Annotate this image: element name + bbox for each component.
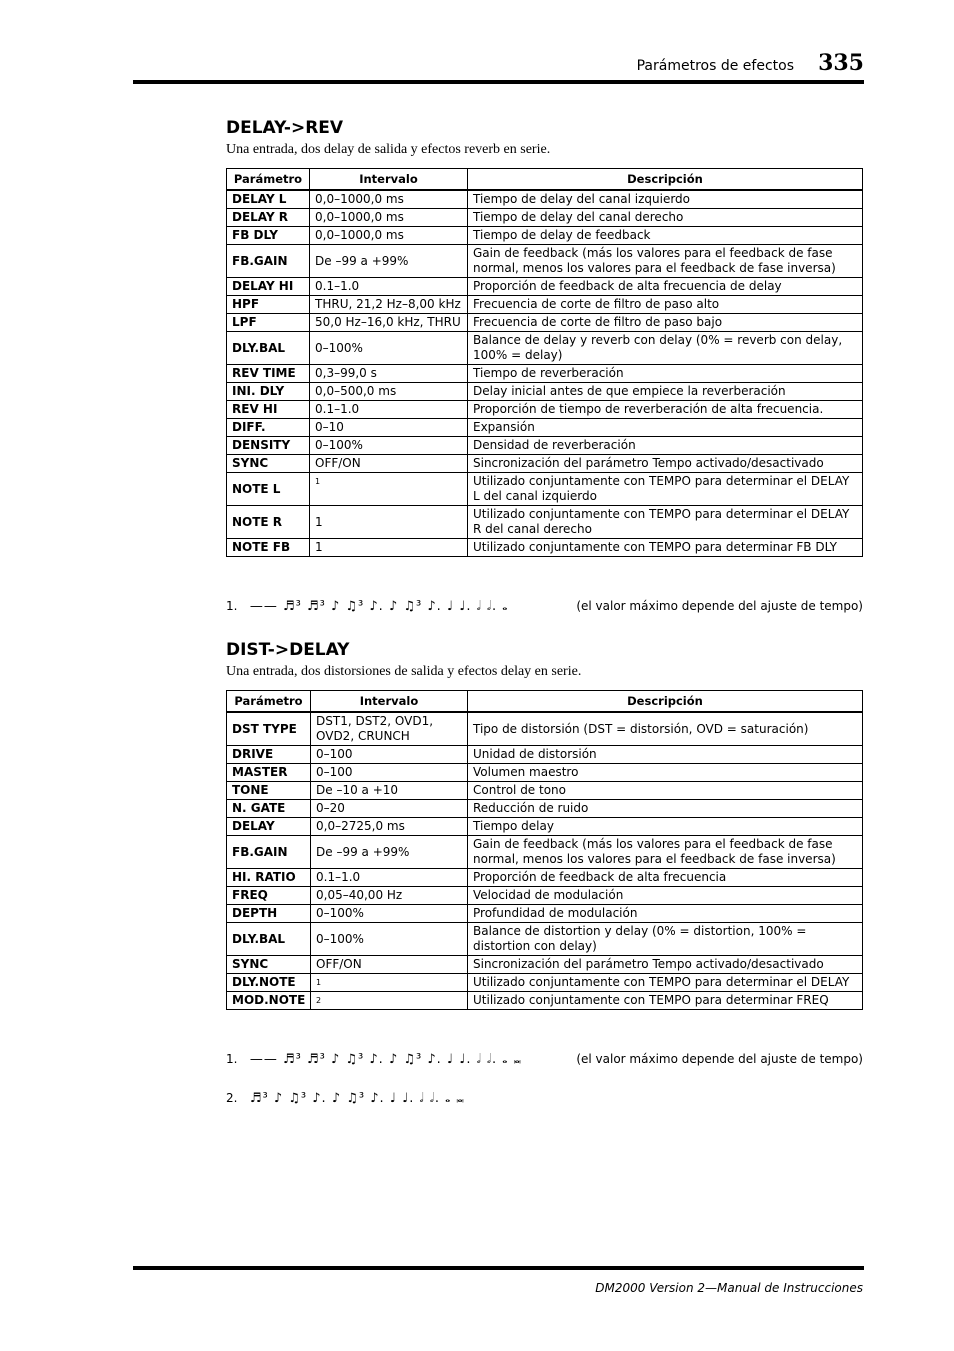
parameter-name: SYNC <box>227 455 310 473</box>
dist-delay-table <box>226 690 863 1010</box>
table-row <box>227 905 863 923</box>
parameter-name: SYNC <box>227 956 311 974</box>
table-row <box>227 869 863 887</box>
parameter-description: Reducción de ruido <box>468 800 863 818</box>
table-row <box>227 712 863 746</box>
parameter-name: DELAY HI <box>227 278 310 296</box>
parameter-name: MOD.NOTE <box>227 992 311 1010</box>
table-row <box>227 818 863 836</box>
parameter-range: 0.1–1.0 <box>311 869 468 887</box>
parameter-description: Utilizado conjuntamente con TEMPO para determinar el DELAY R del canal derecho <box>468 506 863 539</box>
page-number: 335 <box>818 50 864 76</box>
parameter-description: Gain de feedback (más los valores para el feedback de fase normal, menos los valores para el feedback de fase inversa) <box>468 245 863 278</box>
note-values-glyphs: —— ♬³ ♬³ ♪ ♫³ ♪. ♪ ♫³ ♪. ♩ ♩. 𝅗𝅥 𝅗𝅥. 𝅝 𝅜 <box>249 1052 522 1067</box>
parameter-range: 0,05–40,00 Hz <box>311 887 468 905</box>
parameter-name: REV TIME <box>227 365 310 383</box>
table-row <box>227 506 863 539</box>
parameter-description: Utilizado conjuntamente con TEMPO para determinar el DELAY <box>468 974 863 992</box>
parameter-description: Tiempo delay <box>468 818 863 836</box>
table-row <box>227 245 863 278</box>
parameter-range: 0.1–1.0 <box>310 278 468 296</box>
parameter-range: 0,0–1000,0 ms <box>310 209 468 227</box>
parameter-description: Tiempo de reverberación <box>468 365 863 383</box>
parameter-range: 1 <box>310 506 468 539</box>
table-row <box>227 539 863 557</box>
column-header-range: Intervalo <box>310 169 468 191</box>
dist-delay-footnote-2 <box>226 1091 863 1106</box>
parameter-description: Delay inicial antes de que empiece la reverberación <box>468 383 863 401</box>
footnote-reference: 1 <box>316 978 322 987</box>
parameter-name: NOTE R <box>227 506 310 539</box>
parameter-description: Tipo de distorsión (DST = distorsión, OVD = saturación) <box>468 712 863 746</box>
table-row <box>227 764 863 782</box>
table-row <box>227 278 863 296</box>
parameter-range: 0–100 <box>311 764 468 782</box>
parameter-name: DELAY <box>227 818 311 836</box>
table-row <box>227 923 863 956</box>
parameter-name: DENSITY <box>227 437 310 455</box>
footnote-number: 1. <box>226 599 238 613</box>
parameter-description: Tiempo de delay del canal izquierdo <box>468 190 863 209</box>
parameter-name: DST TYPE <box>227 712 311 746</box>
parameter-name: FB.GAIN <box>227 836 311 869</box>
parameter-name: HPF <box>227 296 310 314</box>
table-header-row <box>227 691 863 713</box>
parameter-range: OFF/ON <box>311 956 468 974</box>
table-row <box>227 992 863 1010</box>
table-row <box>227 419 863 437</box>
delay-rev-description: Una entrada, dos delay de salida y efectos reverb en serie. <box>226 142 551 157</box>
dist-delay-description: Una entrada, dos distorsiones de salida y efectos delay en serie. <box>226 664 582 679</box>
table-row <box>227 455 863 473</box>
parameter-name: DRIVE <box>227 746 311 764</box>
page-header <box>133 50 864 80</box>
parameter-name: MASTER <box>227 764 311 782</box>
parameter-name: DELAY R <box>227 209 310 227</box>
table-row <box>227 800 863 818</box>
parameter-range <box>311 974 468 992</box>
parameter-name: DELAY L <box>227 190 310 209</box>
parameter-range: 0–100% <box>310 437 468 455</box>
parameter-description: Utilizado conjuntamente con TEMPO para determinar FB DLY <box>468 539 863 557</box>
table-row <box>227 296 863 314</box>
parameter-name: DLY.BAL <box>227 923 311 956</box>
parameter-description: Tiempo de delay de feedback <box>468 227 863 245</box>
header-rule <box>133 80 864 84</box>
parameter-description: Frecuencia de corte de filtro de paso alto <box>468 296 863 314</box>
table-row <box>227 365 863 383</box>
parameter-name: DLY.BAL <box>227 332 310 365</box>
parameter-range: 0–100% <box>311 923 468 956</box>
parameter-range: 0–100% <box>311 905 468 923</box>
parameter-range: 0,3–99,0 s <box>310 365 468 383</box>
dist-delay-title: DIST->DELAY <box>226 640 350 660</box>
table-row <box>227 746 863 764</box>
parameter-range: 0,0–1000,0 ms <box>310 190 468 209</box>
table-row <box>227 782 863 800</box>
table-row <box>227 836 863 869</box>
parameter-name: NOTE FB <box>227 539 310 557</box>
footnote-number: 1. <box>226 1052 238 1066</box>
column-header-parameter: Parámetro <box>227 169 310 191</box>
parameter-description: Tiempo de delay del canal derecho <box>468 209 863 227</box>
table-row <box>227 473 863 506</box>
parameter-description: Velocidad de modulación <box>468 887 863 905</box>
parameter-description: Sincronización del parámetro Tempo activado/desactivado <box>468 956 863 974</box>
parameter-name: REV HI <box>227 401 310 419</box>
note-values-glyphs: ♬³ ♪ ♫³ ♪. ♪ ♫³ ♪. ♩ ♩. 𝅗𝅥 𝅗𝅥. 𝅝 𝅜 <box>249 1091 465 1106</box>
parameter-description: Gain de feedback (más los valores para el feedback de fase normal, menos los valores para el feedback de fase inversa) <box>468 836 863 869</box>
parameter-description: Densidad de reverberación <box>468 437 863 455</box>
parameter-range: 0–100 <box>311 746 468 764</box>
parameter-range: 1 <box>310 539 468 557</box>
parameter-name: INI. DLY <box>227 383 310 401</box>
table-row <box>227 956 863 974</box>
note-values-glyphs: —— ♬³ ♬³ ♪ ♫³ ♪. ♪ ♫³ ♪. ♩ ♩. 𝅗𝅥 𝅗𝅥. 𝅝 <box>249 599 509 614</box>
parameter-range: 0–100% <box>310 332 468 365</box>
table-row <box>227 190 863 209</box>
parameter-description: Frecuencia de corte de filtro de paso bajo <box>468 314 863 332</box>
parameter-name: FREQ <box>227 887 311 905</box>
table-row <box>227 383 863 401</box>
column-header-description: Descripción <box>468 169 863 191</box>
parameter-name: NOTE L <box>227 473 310 506</box>
parameter-range: 0–10 <box>310 419 468 437</box>
delay-rev-title: DELAY->REV <box>226 118 344 138</box>
table-row <box>227 227 863 245</box>
parameter-name: N. GATE <box>227 800 311 818</box>
table-row <box>227 887 863 905</box>
footnote-number: 2. <box>226 1091 238 1105</box>
table-row <box>227 314 863 332</box>
parameter-name: DIFF. <box>227 419 310 437</box>
header-section-title: Parámetros de efectos <box>636 58 794 74</box>
table-row <box>227 437 863 455</box>
parameter-range <box>310 473 468 506</box>
parameter-range: 50,0 Hz–16,0 kHz, THRU <box>310 314 468 332</box>
parameter-range: 0,0–500,0 ms <box>310 383 468 401</box>
parameter-range: 0,0–1000,0 ms <box>310 227 468 245</box>
footer-text: DM2000 Version 2—Manual de Instrucciones <box>595 1281 863 1295</box>
parameter-description: Balance de delay y reverb con delay (0% = reverb con delay, 100% = delay) <box>468 332 863 365</box>
delay-rev-table <box>226 168 863 557</box>
table-row <box>227 401 863 419</box>
parameter-range: OFF/ON <box>310 455 468 473</box>
parameter-description: Proporción de feedback de alta frecuencia <box>468 869 863 887</box>
parameter-description: Utilizado conjuntamente con TEMPO para determinar FREQ <box>468 992 863 1010</box>
parameter-name: FB DLY <box>227 227 310 245</box>
parameter-name: LPF <box>227 314 310 332</box>
parameter-range: De –99 a +99% <box>311 836 468 869</box>
parameter-description: Sincronización del parámetro Tempo activado/desactivado <box>468 455 863 473</box>
parameter-range: 0,0–2725,0 ms <box>311 818 468 836</box>
parameter-description: Profundidad de modulación <box>468 905 863 923</box>
parameter-description: Unidad de distorsión <box>468 746 863 764</box>
parameter-range: THRU, 21,2 Hz–8,00 kHz <box>310 296 468 314</box>
column-header-description: Descripción <box>468 691 863 713</box>
footnote-text: (el valor máximo depende del ajuste de tempo) <box>576 1052 863 1066</box>
footnote-reference: 1 <box>315 477 321 486</box>
table-row <box>227 974 863 992</box>
column-header-parameter: Parámetro <box>227 691 311 713</box>
parameter-description: Proporción de feedback de alta frecuencia de delay <box>468 278 863 296</box>
parameter-range: 0–20 <box>311 800 468 818</box>
parameter-range <box>311 992 468 1010</box>
footnote-reference: 2 <box>316 996 322 1005</box>
parameter-description: Volumen maestro <box>468 764 863 782</box>
footer-rule <box>133 1266 864 1270</box>
parameter-name: HI. RATIO <box>227 869 311 887</box>
parameter-name: DEPTH <box>227 905 311 923</box>
parameter-name: FB.GAIN <box>227 245 310 278</box>
table-row <box>227 209 863 227</box>
table-row <box>227 332 863 365</box>
table-header-row <box>227 169 863 191</box>
parameter-description: Balance de distortion y delay (0% = distortion, 100% = distortion con delay) <box>468 923 863 956</box>
dist-delay-footnote-1 <box>226 1052 863 1067</box>
delay-rev-footnote <box>226 599 863 614</box>
parameter-description: Control de tono <box>468 782 863 800</box>
parameter-description: Utilizado conjuntamente con TEMPO para determinar el DELAY L del canal izquierdo <box>468 473 863 506</box>
parameter-name: TONE <box>227 782 311 800</box>
footnote-text: (el valor máximo depende del ajuste de tempo) <box>576 599 863 613</box>
parameter-range: De –99 a +99% <box>310 245 468 278</box>
parameter-range: 0.1–1.0 <box>310 401 468 419</box>
parameter-name: DLY.NOTE <box>227 974 311 992</box>
parameter-description: Expansión <box>468 419 863 437</box>
column-header-range: Intervalo <box>311 691 468 713</box>
parameter-range: DST1, DST2, OVD1, OVD2, CRUNCH <box>311 712 468 746</box>
parameter-range: De –10 a +10 <box>311 782 468 800</box>
parameter-description: Proporción de tiempo de reverberación de alta frecuencia. <box>468 401 863 419</box>
